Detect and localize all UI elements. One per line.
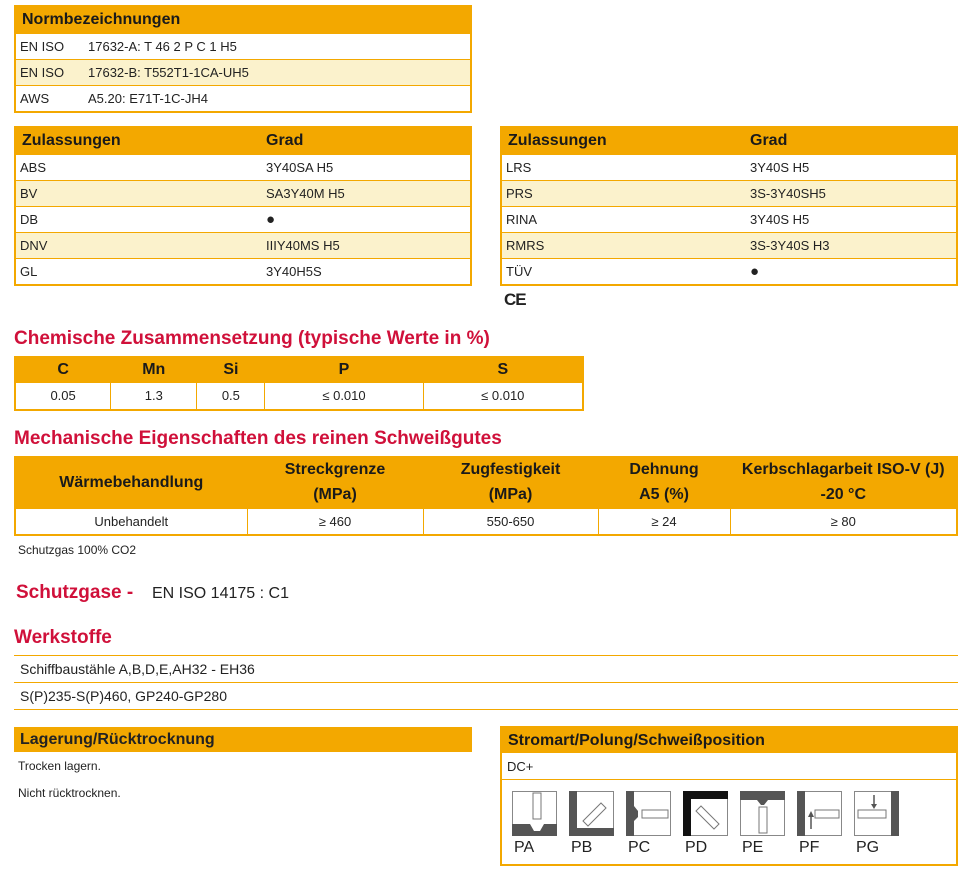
zulassung-grad: 3Y40H5S xyxy=(266,264,322,279)
mech-header-streck-unit: (MPa) xyxy=(247,482,423,508)
norm-std: EN ISO xyxy=(20,39,65,54)
zulassung-name: GL xyxy=(20,264,38,279)
zulassung-grad: 3Y40S H5 xyxy=(750,160,810,175)
mech-header-kerb-temp: -20 °C xyxy=(730,482,957,508)
mech-header-zug: Zugfestigkeit xyxy=(423,457,598,482)
zulassung-row xyxy=(502,232,956,258)
chem-value: 1.3 xyxy=(111,382,197,410)
position-label: PD xyxy=(685,839,708,856)
stromart-header xyxy=(502,728,956,753)
mech-note: Schutzgas 100% CO2 xyxy=(18,543,137,557)
mech-header-kerb: Kerbschlagarbeit ISO-V (J) xyxy=(730,457,957,482)
zulassung-row xyxy=(16,232,470,258)
norm-table xyxy=(14,5,472,113)
zulassung-grad: ● xyxy=(266,211,276,228)
mech-header-dehn: Dehnung xyxy=(598,457,730,482)
zulassung-row xyxy=(502,206,956,232)
zulassung-row xyxy=(16,206,470,232)
mech-value: ≥ 460 xyxy=(247,508,423,535)
norm-val: A5.20: E71T-1C-JH4 xyxy=(88,91,208,106)
zulassung-row xyxy=(502,258,956,284)
zulassung-grad: ● xyxy=(750,263,760,280)
stromart-box xyxy=(500,726,958,866)
zulassung-grad: 3S-3Y40SH5 xyxy=(750,186,826,201)
zulassung-row xyxy=(502,180,956,206)
position-label: PG xyxy=(856,839,880,856)
position-pf-icon xyxy=(797,791,842,836)
zulassung-name: ABS xyxy=(20,160,47,175)
norm-std: EN ISO xyxy=(20,65,65,80)
position-pd-icon xyxy=(683,791,728,836)
zulassungen-left-table xyxy=(14,126,472,286)
chem-table xyxy=(14,356,584,411)
zulassungen-right-table xyxy=(500,126,958,286)
position-pg-icon xyxy=(854,791,899,836)
stromart-title: Stromart/Polung/Schweißposition xyxy=(508,732,765,749)
position-pa-icon xyxy=(512,791,557,836)
lagerung-line: Nicht rücktrocknen. xyxy=(18,786,121,800)
norm-val: 17632-B: T552T1-1CA-UH5 xyxy=(88,65,249,80)
zulassung-row xyxy=(502,154,956,180)
norm-header xyxy=(16,7,470,33)
position-pc-icon xyxy=(626,791,671,836)
norm-row xyxy=(16,59,470,85)
zulassung-name: PRS xyxy=(506,186,533,201)
position-icons xyxy=(512,791,912,863)
mech-header-dehn-unit: A5 (%) xyxy=(598,482,730,508)
position-label: PB xyxy=(571,839,593,856)
mech-value: Unbehandelt xyxy=(15,508,247,535)
zulassung-grad: 3Y40S H5 xyxy=(750,212,810,227)
chem-value: ≤ 0.010 xyxy=(265,382,423,410)
schutzgase-value: EN ISO 14175 : C1 xyxy=(152,585,289,602)
chem-header: Si xyxy=(197,357,265,382)
chem-value: 0.05 xyxy=(15,382,111,410)
ce-mark-icon: CE xyxy=(504,290,526,309)
lagerung-header: Lagerung/Rücktrocknung xyxy=(14,727,472,752)
position-label: PC xyxy=(628,839,651,856)
zulassungen-heading: Zulassungen xyxy=(508,132,607,149)
position-label: PE xyxy=(742,839,764,856)
norm-row xyxy=(16,33,470,59)
grad-heading: Grad xyxy=(750,132,788,149)
position-pb-icon xyxy=(569,791,614,836)
chem-title: Chemische Zusammensetzung (typische Werte in %) xyxy=(14,328,490,349)
norm-val: 17632-A: T 46 2 P C 1 H5 xyxy=(88,39,237,54)
zulassung-row xyxy=(16,180,470,206)
position-pe-icon xyxy=(740,791,785,836)
zulassung-grad: SA3Y40M H5 xyxy=(266,186,345,201)
mech-table xyxy=(14,456,958,536)
zulassung-row xyxy=(16,258,470,284)
mech-value: 550-650 xyxy=(423,508,598,535)
chem-header: P xyxy=(265,357,423,382)
zulassung-name: BV xyxy=(20,186,38,201)
chem-value: ≤ 0.010 xyxy=(423,382,583,410)
zulassung-grad: 3Y40SA H5 xyxy=(266,160,334,175)
zulassung-grad: 3S-3Y40S H3 xyxy=(750,238,830,253)
zulassung-name: TÜV xyxy=(506,264,532,279)
zulassungen-left-header xyxy=(16,128,470,154)
chem-header: Mn xyxy=(111,357,197,382)
zulassung-row xyxy=(16,154,470,180)
mech-title: Mechanische Eigenschaften des reinen Schweißgutes xyxy=(14,428,502,449)
zulassung-grad: IIIY40MS H5 xyxy=(266,238,340,253)
mech-header-zug-unit: (MPa) xyxy=(423,482,598,508)
zulassung-name: DNV xyxy=(20,238,48,253)
zulassungen-heading: Zulassungen xyxy=(22,132,121,149)
zulassung-name: LRS xyxy=(506,160,532,175)
stromart-value: DC+ xyxy=(502,753,956,780)
grad-heading: Grad xyxy=(266,132,304,149)
werkstoff-row: Schiffbaustähle A,B,D,E,AH32 - EH36 xyxy=(14,656,958,683)
schutzgase-title: Schutzgase - xyxy=(16,582,134,603)
werkstoff-row: S(P)235-S(P)460, GP240-GP280 xyxy=(14,683,958,710)
chem-header: S xyxy=(423,357,583,382)
chem-header: C xyxy=(15,357,111,382)
zulassung-name: RINA xyxy=(506,212,538,227)
mech-value: ≥ 80 xyxy=(730,508,957,535)
mech-value: ≥ 24 xyxy=(598,508,730,535)
werkstoffe-title: Werkstoffe xyxy=(14,627,112,648)
position-label: PF xyxy=(799,839,820,856)
zulassung-name: DB xyxy=(20,212,39,227)
norm-title: Normbezeichnungen xyxy=(22,11,181,28)
zulassungen-right-header xyxy=(502,128,956,154)
lagerung-line: Trocken lagern. xyxy=(18,759,101,773)
chem-value: 0.5 xyxy=(197,382,265,410)
mech-header-streck: Streckgrenze xyxy=(247,457,423,482)
norm-std: AWS xyxy=(20,91,50,106)
zulassung-name: RMRS xyxy=(506,238,545,253)
mech-header-waerme: Wärmebehandlung xyxy=(15,457,247,508)
norm-row xyxy=(16,85,470,111)
position-label: PA xyxy=(514,839,535,856)
